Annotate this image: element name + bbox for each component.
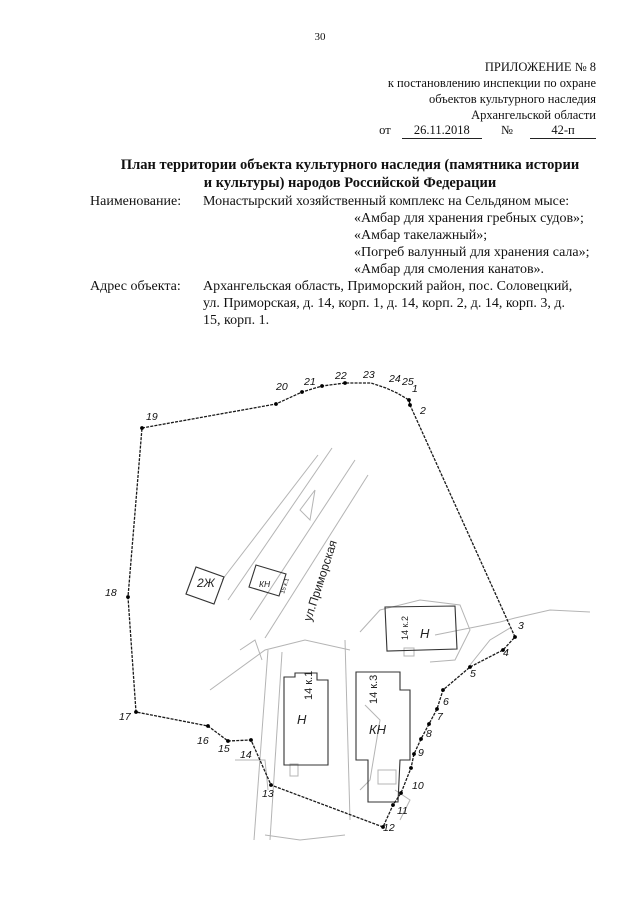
vertex-label: 6 — [443, 696, 449, 708]
vertex-label: 17 — [119, 711, 131, 723]
vertex-label: 20 — [276, 381, 288, 393]
boundary-vertex — [320, 384, 324, 388]
boundary-vertex — [140, 426, 144, 430]
boundary-vertex — [391, 803, 395, 807]
boundary-vertex — [206, 724, 210, 728]
appendix-title: ПРИЛОЖЕНИЕ № 8 — [484, 60, 596, 74]
building-number-label: 15 к.1 — [280, 577, 291, 595]
boundary-vertex — [412, 752, 416, 756]
street-label: ул.Приморская — [300, 538, 340, 623]
vertex-label: 10 — [412, 780, 424, 792]
appendix-line-2: объектов культурного наследия — [429, 92, 596, 106]
building-number-label: 14 к.2 — [400, 616, 410, 640]
boundary-vertex — [274, 402, 278, 406]
building-number-label: 14 к.3 — [368, 674, 380, 704]
boundary-vertex — [427, 722, 431, 726]
boundary-vertex — [249, 738, 253, 742]
street-edge — [270, 652, 282, 840]
small-structure — [404, 648, 414, 656]
address-label: Адрес объекта: — [90, 279, 181, 294]
boundary-vertex — [407, 398, 411, 402]
boundary-vertex — [441, 688, 445, 692]
yard-outline — [360, 705, 380, 790]
vertex-label: 25 — [402, 376, 414, 388]
street-edge — [250, 460, 355, 620]
plan-heading-line-2: и культуры) народов Российской Федерации — [203, 175, 497, 191]
from-label: от — [379, 123, 391, 137]
appendix-line-3: Архангельской области — [471, 108, 596, 122]
street-edge — [300, 490, 315, 520]
background-lines — [210, 448, 590, 840]
vertex-label: 7 — [437, 711, 443, 723]
building-number-label: 14 к.1 — [303, 670, 315, 700]
vertex-label: 1 — [412, 383, 418, 395]
boundary-vertex — [300, 390, 304, 394]
vertex-label: 11 — [397, 805, 408, 817]
boundary-vertex — [399, 791, 403, 795]
vertex-label: 14 — [240, 749, 252, 761]
plan-heading-line-1: План территории объекта культурного наследия (памятника истории — [120, 157, 580, 173]
vertex-label: 5 — [470, 668, 476, 680]
number-label: № — [500, 123, 513, 137]
vertex-label: 3 — [518, 620, 524, 632]
name-line-2: «Амбар для хранения гребных судов»; — [354, 211, 584, 226]
vertex-label: 23 — [363, 369, 375, 381]
vertex-label: 8 — [426, 728, 432, 740]
vertex-label: 22 — [335, 370, 347, 382]
vertex-label: 2 — [420, 405, 426, 417]
small-structure — [378, 770, 396, 784]
vertex-label: 9 — [418, 747, 424, 759]
boundary-vertex — [513, 635, 517, 639]
boundary-vertex — [269, 783, 273, 787]
vertex-label: 13 — [262, 788, 274, 800]
appendix-line-1: к постановлению инспекции по охране — [387, 76, 596, 90]
name-label: Наименование: — [90, 194, 182, 209]
vertex-label: 12 — [383, 822, 395, 834]
name-line-1: Монастырский хозяйственный комплекс на Сельдяном мысе: — [203, 194, 570, 209]
vertex-label: 21 — [304, 376, 316, 388]
yard-outline — [240, 640, 262, 660]
address-line-3: 15, корп. 1. — [203, 313, 270, 328]
name-line-4: «Погреб валунный для хранения сала»; — [354, 245, 590, 260]
boundary-vertex — [134, 710, 138, 714]
page-number: 30 — [314, 31, 326, 43]
boundary-vertex — [126, 595, 130, 599]
decree-number: 42-п — [530, 123, 596, 139]
name-line-5: «Амбар для смоления канатов». — [354, 262, 545, 277]
boundary-vertex — [419, 737, 423, 741]
building-type-label: Н — [297, 712, 307, 727]
building-type-label: 2Ж — [197, 576, 215, 590]
vertex-label: 19 — [146, 411, 158, 423]
vertex-label: 15 — [218, 743, 230, 755]
boundary-vertex — [409, 766, 413, 770]
vertex-label: 24 — [389, 373, 401, 385]
building-type-label: КН — [369, 722, 387, 737]
building-type-label: КН — [259, 579, 271, 589]
building-type-label: Н — [420, 626, 430, 641]
building-14-3 — [356, 672, 410, 802]
street-edge — [345, 640, 350, 820]
small-structure — [290, 764, 298, 776]
street-edge — [222, 455, 318, 580]
yard-outline — [235, 760, 268, 790]
vertex-label: 18 — [105, 587, 117, 599]
address-line-2: ул. Приморская, д. 14, корп. 1, д. 14, корп. 2, д. 14, корп. 3, д. — [203, 296, 566, 311]
name-line-3: «Амбар такелажный»; — [354, 228, 488, 243]
decree-date: 26.11.2018 — [402, 123, 482, 139]
street-edge — [254, 650, 268, 840]
vertex-label: 4 — [503, 647, 509, 659]
address-line-1: Архангельская область, Приморский район, пос. Соловецкий, — [203, 279, 573, 294]
boundary-vertex — [408, 403, 412, 407]
yard-outline — [265, 835, 345, 840]
vertex-label: 16 — [197, 735, 209, 747]
